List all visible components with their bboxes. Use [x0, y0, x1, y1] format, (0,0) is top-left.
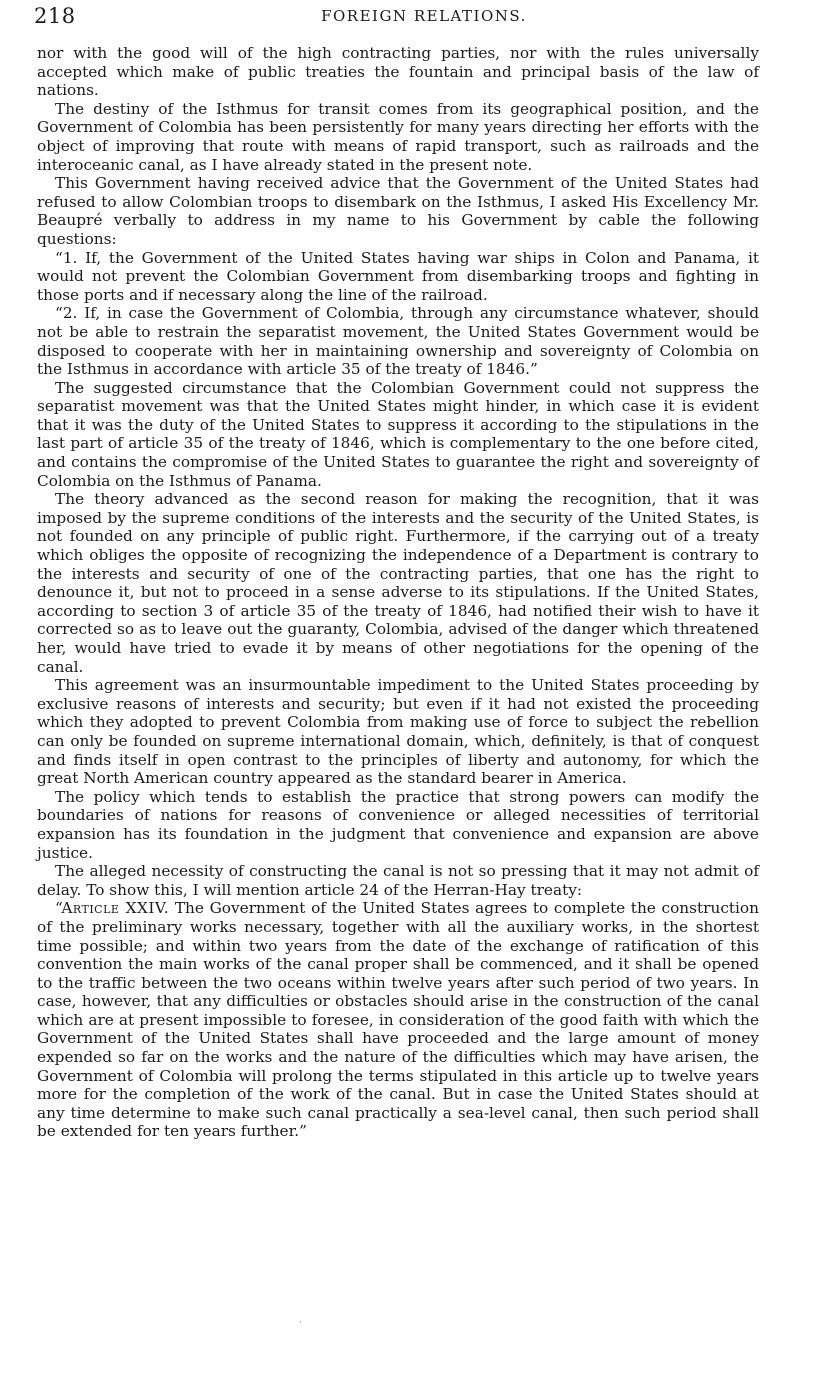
print-speck: · — [299, 1318, 302, 1328]
paragraph: This Government having received advice that the Government of the United States had refused to allow Colombian troops to disembark on the Isthmus, I asked His Excellency Mr. Beaupré verbally to address in my name to his Government by cable the following questions: — [37, 174, 759, 248]
page-header — [34, 4, 774, 32]
paragraph: “2. If, in case the Government of Colombia, through any circumstance whatever, should not be able to restrain the separatist movement, the United States Government would be disposed to cooperate with her in maintaining ownership and sovereignty of Colombia on the Isthmus in accordance with article 35 of the treaty of 1846.” — [37, 304, 759, 379]
article-quote — [37, 899, 759, 1141]
paragraph: The theory advanced as the second reason for making the recognition, that it was imposed by the supreme conditions of the interests and the security of the United States, is not founded on any principle of public right. Furthermore, if the carrying out of a treaty which obliges the opposite of recognizing the independence of a Department is contrary to the interests and security of one of the contracting parties, that one has the right to denounce it, but not to proceed in a sense adverse to its stipulations. If the United States, according to section 3 of article 35 of the treaty of 1846, had notified their wish to have it corrected so as to leave out the guaranty, Colombia, advised of the danger which threatened her, would have tried to evade it by means of other negotiations for the opening of the canal. — [37, 490, 759, 676]
paragraph: “1. If, the Government of the United States having war ships in Colon and Panama, it would not prevent the Colombian Government from disembarking troops and fighting in those ports and if necessary along the line of the railroad. — [37, 248, 759, 304]
paragraph: This agreement was an insurmountable impediment to the United States proceeding by exclusive reasons of interests and security; but even if it had not existed the proceeding which they adopted to prevent Colombia from making use of force to subject the rebellion can only be founded on supreme international domain, which, definitely, is that of conquest and finds itself in open contrast to the principles of liberty and autonomy, for which the great North American country appeared as the standard bearer in America. — [37, 676, 759, 788]
running-head: FOREIGN RELATIONS. — [321, 7, 527, 25]
paragraph: The suggested circumstance that the Colombian Government could not suppress the separatist movement was that the United States might hinder, in which case it is evident that it was the duty of the United States to suppress it according to the stipulations in the last part of article 35 of the treaty of 1846, which is complementary to the one before cited, and contains the compromise of the United States to guarantee the right and sovereignty of Colombia on the Isthmus of Panama. — [37, 378, 759, 490]
body-text — [37, 44, 759, 1141]
article-heading: “Article XXIV. — [55, 899, 170, 918]
paragraph: nor with the good will of the high contracting parties, nor with the rules universally accepted which make of public treaties the fountain and principal basis of the law of nations. — [37, 44, 759, 100]
paragraph: The alleged necessity of constructing the canal is not so pressing that it may not admit of delay. To show this, I will mention article 24 of the Herran-Hay treaty: — [37, 862, 759, 899]
page-number: 218 — [34, 4, 76, 28]
paragraph: The destiny of the Isthmus for transit comes from its geographical position, and the Government of Colombia has been persistently for many years directing her efforts with the object of improving that route with means of rapid transport, such as railroads and the interoceanic canal, as I have already stated in the present note. — [37, 99, 759, 174]
article-text: The Government of the United States agrees to complete the construction of the preliminary works necessary, together with all the auxiliary works, in the shortest time possible; and within two years from the date of the exchange of ratification of this convention the main works of the canal proper shall be commenced, and it shall be opened to the traffic between the two oceans within twelve years after such period of two years. In case, however, that any difficulties or obstacles should arise in the construction of the canal which are at present impossible to foresee, in consideration of the good faith with which the Government of the United States shall have proceeded and the large amount of money expended so far on the works and the nature of the difficulties which may have arisen, the Government of Colombia will prolong the terms stipulated in this article up to twelve years more for the completion of the work of the canal. But in case the United States should at any time determine to make such canal practically a sea-level canal, then such period shall be extended for ten years further.” — [37, 899, 759, 1141]
paragraph: The policy which tends to establish the practice that strong powers can modify the boundaries of nations for reasons of convenience or alleged necessities of territorial expansion has its foundation in the judgment that convenience and expansion are above justice. — [37, 787, 759, 862]
